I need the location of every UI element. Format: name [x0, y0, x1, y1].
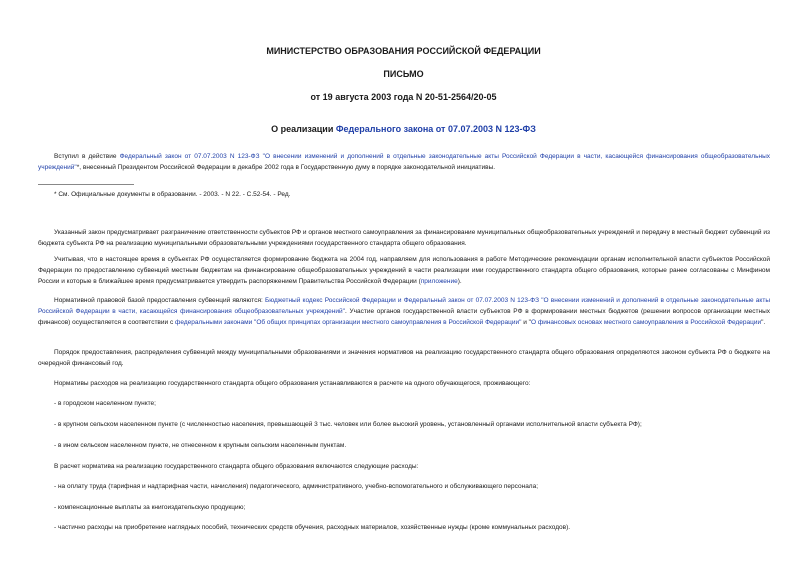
paragraph-5: Порядок предоставления, распределения субвенций между муниципальными образованиями и значения нормативов на реализацию государственного стандарта общего образования определяются законом субъекта РФ о бюджете на очередной финансовый год. [38, 349, 770, 367]
footnote-divider [38, 184, 134, 185]
p4-text-b: . Участие органов государственной власти субъектов РФ в формировании местных бюджетов (решении вопросов организации местных финансов) осуществляется в соответствии с [38, 308, 771, 326]
paragraph-6: Нормативы расходов на реализацию государственного стандарта общего образования устанавливаются в расчете на одного обучающегося, проживающего: [54, 380, 531, 387]
list-item: - в крупном сельском населенном пункте (с численностью населения, превышающей 3 тыс. человек или более высокий уровень, установленный органами исполнительной власти субъекта РФ); [54, 421, 642, 428]
p3-text-b: ). [457, 278, 462, 285]
p3-text-a: Учитывая, что в настоящее время в субъектах РФ осуществляется формирование бюджета на 2004 год, направляем для использования в работе Методические рекомендации органам исполнительной власти субъектов Российской Федерации по предоставлению субвенций местным бюджетам на финансирование общеобразовательных учреждений в части реализации ими государственного стандарта общего образования, которые ранее согласованы с Минфином России и которые в ближайшее время предусматривается утвердить распоряжением Правительства Российской Федерации ( [38, 256, 770, 285]
list-item: - в городском населенном пункте; [54, 400, 156, 407]
list-item: - компенсационные выплаты за книгоиздательскую продукцию; [54, 504, 246, 511]
local-gov-law-link[interactable]: федеральными законами "Об общих принципах организации местного самоуправления в Российской Федерации" [175, 319, 522, 326]
doc-date-number: от 19 августа 2003 года N 20-51-2564/20-05 [310, 92, 497, 102]
p4-text-a: Нормативной правовой базой предоставления субвенций являются: [54, 297, 265, 304]
appendix-link[interactable]: приложение [420, 278, 458, 285]
subject-law-link[interactable]: Федерального закона от 07.07.2003 N 123-ФЗ [335, 124, 536, 134]
paragraph-7: В расчет норматива на реализацию государственного стандарта общего образования включаются следующие расходы: [54, 463, 419, 470]
paragraph-1 [38, 151, 770, 173]
subject-prefix: О реализации [271, 124, 336, 134]
footnote: * См. Официальные документы в образовании. - 2003. - N 22. - С.52-54. - Ред. [54, 191, 291, 198]
p4-text-c: и " [521, 319, 531, 326]
list-item: - частично расходы на приобретение наглядных пособий, технических средств обучения, расходных материалов, хозяйственные нужды (кроме коммунальных расходов). [54, 524, 571, 531]
fin-basics-law-link[interactable]: О финансовых основах местного самоуправления в Российской Федерации [531, 319, 762, 326]
p1-text-b: *, внесенный Президентом Российской Федерации в декабре 2002 года в Государственную думу в порядке законодательной инициативы. [76, 164, 496, 171]
doc-subject [0, 124, 807, 134]
ministry-title: МИНИСТЕРСТВО ОБРАЗОВАНИЯ РОССИЙСКОЙ ФЕДЕРАЦИИ [266, 46, 541, 56]
paragraph-4 [38, 295, 770, 328]
p4-text-d: ". [761, 319, 766, 326]
p1-law-link[interactable]: Федеральный закон от 07.07.2003 N 123-ФЗ "О внесении изменений и дополнений в отдельные законодательные акты Российской Федерации в части, касающейся финансирования общеобразовательных учреждений" [38, 153, 770, 171]
budget-code-link[interactable]: Бюджетный кодекс Российской Федерации и Федеральный закон от 07.07.2003 N 123-ФЗ "О внесении изменений и дополнений в отдельные законодательные акты Российской Федерации в части, касающейся финансирования общеобразовательных учреждений" [38, 297, 770, 315]
paragraph-3 [38, 254, 770, 287]
doc-type: ПИСЬМО [383, 69, 424, 79]
paragraph-2: Указанный закон предусматривает разграничение ответственности субъектов РФ и органов местного самоуправления за финансирование муниципальных общеобразовательных учреждений и передачу в местный бюджет субвенций из бюджета субъекта РФ на реализацию муниципальными образовательными учреждениями государственного стандарта общего образования. [38, 229, 770, 247]
p1-text-a: Вступил в действие [54, 153, 120, 160]
list-item: - на оплату труда (тарифная и надтарифная части, начисления) педагогического, административного, учебно-вспомогательного и обслуживающего персонала; [54, 483, 539, 490]
list-item: - в ином сельском населенном пункте, не отнесенном к крупным сельским населенным пунктам. [54, 442, 347, 449]
